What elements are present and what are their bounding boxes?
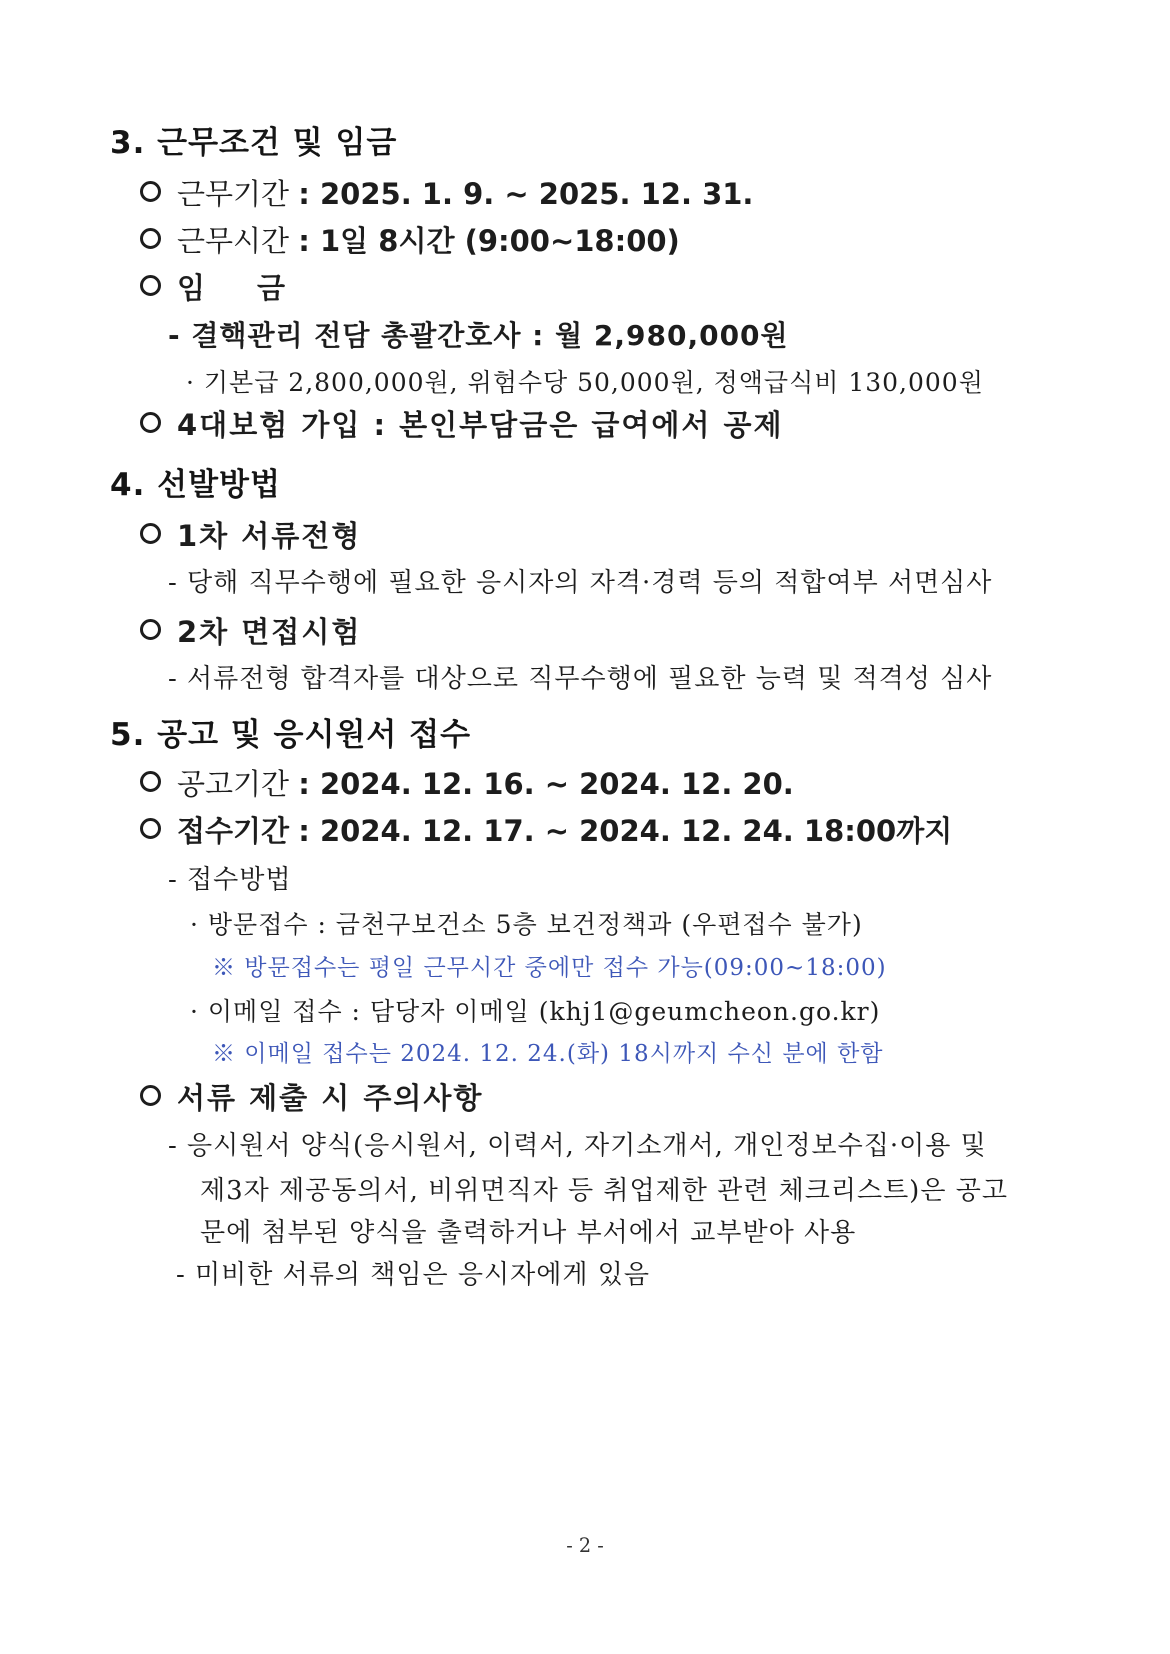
section-5-heading: 5. 공고 및 응시원서 접수: [110, 717, 472, 753]
insurance-text: 4대보험 가입 : 본인부담금은 급여에서 공제: [177, 408, 784, 442]
work-hours-item: [140, 224, 680, 258]
caution-2-line: - 미비한 서류의 책임은 응시자에게 있음: [176, 1260, 650, 1290]
page-number: - 2 -: [566, 1534, 604, 1557]
circle-bullet-icon: [140, 771, 161, 792]
circle-bullet-icon: [140, 619, 161, 640]
notice-period-value: : 2024. 12. 16. ~ 2024. 12. 20.: [298, 767, 794, 801]
work-hours-value: : 1일 8시간 (9:00~18:00): [298, 224, 680, 258]
submission-caution-item: [140, 1081, 484, 1115]
work-hours-label: 근무시간: [177, 224, 290, 258]
submission-caution-title: 서류 제출 시 주의사항: [177, 1081, 484, 1115]
circle-bullet-icon: [140, 412, 161, 433]
work-period-value: : 2025. 1. 9. ~ 2025. 12. 31.: [298, 177, 754, 211]
section-3-heading: 3. 근무조건 및 임금: [110, 125, 398, 161]
section-4-heading: 4. 선발방법: [110, 467, 281, 503]
circle-bullet-icon: [140, 1085, 161, 1106]
notice-period-item: [140, 767, 794, 801]
circle-bullet-icon: [140, 275, 161, 296]
screening-step-1-title: 1차 서류전형: [177, 519, 362, 553]
circle-bullet-icon: [140, 818, 161, 839]
receipt-period-item: [140, 814, 953, 848]
wage-position-line: - 결핵관리 전담 총괄간호사 : 월 2,980,000원: [168, 319, 789, 352]
circle-bullet-icon: [140, 228, 161, 249]
visit-receipt-note: ※ 방문접수는 평일 근무시간 중에만 접수 가능(09:00~18:00): [212, 955, 887, 981]
email-receipt-line: · 이메일 접수 : 담당자 이메일 (khj1@geumcheon.go.kr): [190, 997, 881, 1026]
wage-label-second-char: 금: [257, 271, 286, 305]
screening-step-1: [140, 519, 362, 553]
circle-bullet-icon: [140, 181, 161, 202]
visit-receipt-line: · 방문접수 : 금천구보건소 5층 보건정책과 (우편접수 불가): [190, 910, 863, 939]
screening-step-2-desc: - 서류전형 합격자를 대상으로 직무수행에 필요한 능력 및 적격성 심사: [168, 664, 993, 694]
screening-step-2: [140, 615, 362, 649]
work-period-item: [140, 177, 754, 211]
caution-1-line-1: - 응시원서 양식(응시원서, 이력서, 자기소개서, 개인정보수집·이용 및: [168, 1131, 987, 1161]
receipt-method-title: - 접수방법: [168, 865, 292, 895]
email-receipt-note: ※ 이메일 접수는 2024. 12. 24.(화) 18시까지 수신 분에 한함: [212, 1041, 884, 1067]
caution-1-line-2: 제3자 제공동의서, 비위면직자 등 취업제한 관련 체크리스트)은 공고: [200, 1176, 1008, 1206]
notice-period-label: 공고기간: [177, 767, 290, 801]
wage-breakdown-line: · 기본급 2,800,000원, 위험수당 50,000원, 정액급식비 130,000원: [186, 368, 984, 397]
receipt-period-value: : 2024. 12. 17. ~ 2024. 12. 24. 18:00까지: [298, 814, 953, 848]
insurance-item: [140, 408, 784, 442]
receipt-period-label: 접수기간: [177, 814, 290, 848]
work-period-label: 근무기간: [177, 177, 290, 211]
screening-step-1-desc: - 당해 직무수행에 필요한 응시자의 자격·경력 등의 적합여부 서면심사: [168, 568, 993, 598]
wage-label-first-char: 임: [177, 271, 206, 305]
wage-item: [140, 271, 286, 305]
screening-step-2-title: 2차 면접시험: [177, 615, 362, 649]
caution-1-line-3: 문에 첨부된 양식을 출력하거나 부서에서 교부받아 사용: [200, 1218, 857, 1248]
circle-bullet-icon: [140, 523, 161, 544]
